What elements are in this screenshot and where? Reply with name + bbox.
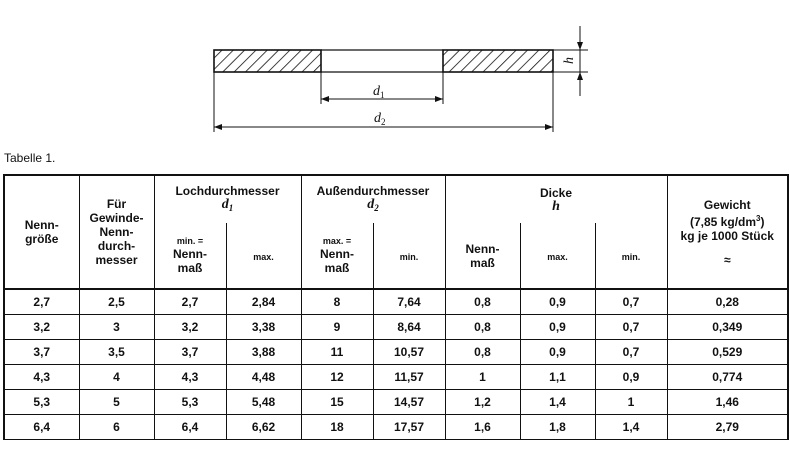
cell-nenngroesse: 3,2 (4, 314, 79, 339)
cell-gewicht: 0,774 (667, 364, 788, 389)
cell-aussen-min: 8,64 (373, 314, 445, 339)
cell-gewinde: 4 (79, 364, 154, 389)
table-row (4, 364, 788, 389)
table-row (4, 289, 788, 314)
cell-loch-max: 5,48 (226, 389, 301, 414)
cell-dicke-max: 0,9 (520, 339, 595, 364)
cell-nenngroesse: 3,7 (4, 339, 79, 364)
header-aussen-max: max. = Nenn- maß (301, 223, 373, 289)
cell-gewicht: 0,28 (667, 289, 788, 314)
cell-dicke-nenn: 0,8 (445, 339, 520, 364)
cell-dicke-min: 0,7 (595, 339, 667, 364)
cell-gewicht: 2,79 (667, 414, 788, 439)
cell-loch-max: 2,84 (226, 289, 301, 314)
cell-loch-min: 4,3 (154, 364, 226, 389)
cell-dicke-min: 0,7 (595, 289, 667, 314)
cell-dicke-nenn: 1 (445, 364, 520, 389)
cell-loch-min: 6,4 (154, 414, 226, 439)
cell-loch-min: 2,7 (154, 289, 226, 314)
d2-dimension-label: $d_2$ (374, 111, 386, 127)
header-loch-min: min. = Nenn- maß (154, 223, 226, 289)
cell-loch-max: 3,38 (226, 314, 301, 339)
cell-nenngroesse: 4,3 (4, 364, 79, 389)
cell-dicke-max: 0,9 (520, 314, 595, 339)
washer-drawing (0, 0, 790, 150)
cell-gewicht: 0,349 (667, 314, 788, 339)
cell-dicke-min: 0,7 (595, 314, 667, 339)
cell-gewinde: 5 (79, 389, 154, 414)
cell-dicke-max: 1,1 (520, 364, 595, 389)
cell-loch-max: 6,62 (226, 414, 301, 439)
cell-nenngroesse: 5,3 (4, 389, 79, 414)
cell-nenngroesse: 2,7 (4, 289, 79, 314)
cell-loch-min: 5,3 (154, 389, 226, 414)
cell-aussen-max: 18 (301, 414, 373, 439)
cell-aussen-min: 14,57 (373, 389, 445, 414)
cell-dicke-nenn: 0,8 (445, 314, 520, 339)
cell-gewinde: 3 (79, 314, 154, 339)
cell-aussen-max: 9 (301, 314, 373, 339)
cell-dicke-min: 1,4 (595, 414, 667, 439)
cell-dicke-nenn: 1,2 (445, 389, 520, 414)
table-row (4, 339, 788, 364)
cell-loch-min: 3,2 (154, 314, 226, 339)
cell-dicke-min: 0,9 (595, 364, 667, 389)
cell-dicke-nenn: 1,6 (445, 414, 520, 439)
cell-gewinde: 6 (79, 414, 154, 439)
cell-aussen-max: 15 (301, 389, 373, 414)
cell-dicke-max: 0,9 (520, 289, 595, 314)
cell-loch-min: 3,7 (154, 339, 226, 364)
header-loch-max: max. (226, 223, 301, 289)
cell-aussen-min: 11,57 (373, 364, 445, 389)
d1-dimension-label: $d_1$ (373, 84, 385, 100)
washer-section-right (443, 50, 553, 72)
cell-nenngroesse: 6,4 (4, 414, 79, 439)
header-aussen-min: min. (373, 223, 445, 289)
header-dicke-max: max. (520, 223, 595, 289)
table-caption: Tabelle 1. (4, 151, 56, 165)
cell-dicke-min: 1 (595, 389, 667, 414)
table-row (4, 414, 788, 439)
washer-section-left (214, 50, 321, 72)
cell-aussen-min: 7,64 (373, 289, 445, 314)
cell-aussen-min: 10,57 (373, 339, 445, 364)
cell-dicke-max: 1,8 (520, 414, 595, 439)
header-nenngroesse: Nenn- größe (4, 175, 79, 289)
cell-aussen-max: 12 (301, 364, 373, 389)
h-dimension-label: h (562, 57, 577, 64)
header-lochdurchmesser: Lochdurchmesser $d_1$ (154, 175, 301, 223)
header-aussendurchmesser: Außendurchmesser $d_2$ (301, 175, 445, 223)
cell-gewinde: 3,5 (79, 339, 154, 364)
header-gewicht: Gewicht (7,85 $kg/dm^3$) kg je 1000 Stück ≈ (667, 175, 788, 289)
cell-aussen-max: 11 (301, 339, 373, 364)
cell-aussen-max: 8 (301, 289, 373, 314)
cell-dicke-max: 1,4 (520, 389, 595, 414)
cell-dicke-nenn: 0,8 (445, 289, 520, 314)
table-row (4, 314, 788, 339)
cell-aussen-min: 17,57 (373, 414, 445, 439)
cell-gewicht: 0,529 (667, 339, 788, 364)
header-dicke: Dicke h (445, 175, 667, 223)
header-gewinde: Für Gewinde- Nenn- durch- messer (79, 175, 154, 289)
table-row (4, 389, 788, 414)
washer-dimensions-table (3, 174, 789, 440)
cell-loch-max: 3,88 (226, 339, 301, 364)
cell-gewinde: 2,5 (79, 289, 154, 314)
header-dicke-nenn: Nenn- maß (445, 223, 520, 289)
cell-loch-max: 4,48 (226, 364, 301, 389)
header-dicke-min: min. (595, 223, 667, 289)
cell-gewicht: 1,46 (667, 389, 788, 414)
